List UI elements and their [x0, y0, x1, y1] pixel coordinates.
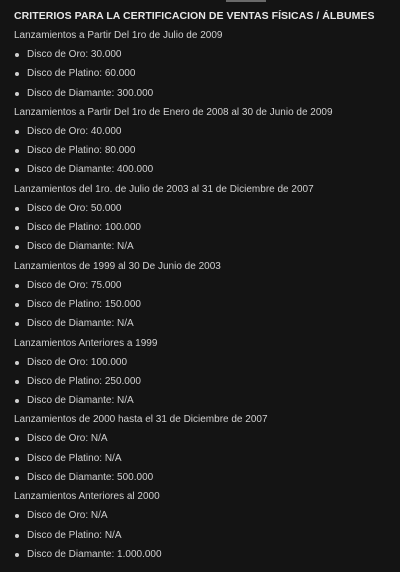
bullet-icon	[15, 380, 19, 384]
bullet-icon	[15, 457, 19, 461]
list-item	[14, 201, 394, 220]
bullet-icon	[15, 361, 19, 365]
bullet-icon	[15, 149, 19, 153]
list-item	[14, 393, 394, 412]
list-item	[14, 47, 394, 66]
list-item	[14, 355, 394, 374]
list-item	[14, 124, 394, 143]
list-item-text: Disco de Diamante: N/A	[27, 395, 134, 407]
list-item	[14, 278, 394, 297]
list-item-text: Disco de Platino: 150.000	[27, 298, 141, 310]
bullet-icon	[15, 322, 19, 326]
bullet-icon	[15, 72, 19, 76]
certification-list	[14, 508, 394, 566]
bullet-icon	[15, 514, 19, 518]
certification-list	[14, 47, 394, 105]
list-item	[14, 86, 394, 105]
section-heading: Lanzamientos a Partir Del 1ro de Julio de 2009	[14, 30, 223, 41]
list-item	[14, 374, 394, 393]
certification-list	[14, 201, 394, 259]
bullet-icon	[15, 534, 19, 538]
list-item-text: Disco de Oro: N/A	[27, 433, 108, 445]
cropped-text-fragment	[226, 0, 266, 3]
bullet-icon	[15, 53, 19, 57]
list-item-text: Disco de Diamante: N/A	[27, 241, 134, 253]
certification-list	[14, 124, 394, 182]
list-item-text: Disco de Diamante: 300.000	[27, 87, 154, 99]
bullet-icon	[15, 207, 19, 211]
list-item-text: Disco de Oro: 40.000	[27, 125, 122, 137]
list-item	[14, 143, 394, 162]
list-item	[14, 508, 394, 527]
list-item	[14, 451, 394, 470]
bullet-icon	[15, 437, 19, 441]
list-item-text: Disco de Platino: N/A	[27, 529, 122, 541]
list-item-text: Disco de Diamante: N/A	[27, 318, 134, 330]
bullet-icon	[15, 476, 19, 480]
list-item	[14, 66, 394, 85]
section-heading: Lanzamientos de 2000 hasta el 31 de Diciembre de 2007	[14, 414, 268, 426]
list-item-text: Disco de Oro: 75.000	[27, 279, 122, 291]
certification-criteria-list	[14, 28, 394, 566]
list-item	[14, 162, 394, 181]
bullet-icon	[15, 130, 19, 134]
list-item-text: Disco de Platino: 100.000	[27, 222, 141, 234]
bullet-icon	[15, 245, 19, 249]
list-item-text: Disco de Oro: 50.000	[27, 202, 122, 214]
section-heading: Lanzamientos a Partir Del 1ro de Enero de 2008 al 30 de Junio de 2009	[14, 106, 333, 118]
list-item	[14, 470, 394, 489]
list-item-text: Disco de Platino: 80.000	[27, 145, 136, 157]
section-heading: Lanzamientos Anteriores a 1999	[14, 337, 158, 349]
bullet-icon	[15, 399, 19, 403]
list-item-text: Disco de Oro: 30.000	[27, 49, 122, 60]
list-item	[14, 297, 394, 316]
bullet-icon	[15, 553, 19, 557]
bullet-icon	[15, 92, 19, 96]
list-item-text: Disco de Diamante: 1.000.000	[27, 548, 162, 560]
list-item	[14, 239, 394, 258]
list-item-text: Disco de Oro: N/A	[27, 510, 108, 522]
certification-list	[14, 355, 394, 413]
list-item	[14, 316, 394, 335]
list-item	[14, 547, 394, 566]
bullet-icon	[15, 284, 19, 288]
certification-list	[14, 278, 394, 336]
section-heading: Lanzamientos de 1999 al 30 De Junio de 2003	[14, 260, 221, 272]
bullet-icon	[15, 303, 19, 307]
page-title: CRITERIOS PARA LA CERTIFICACION DE VENTAS FÍSICAS / ÁLBUMES	[14, 10, 375, 22]
section-heading: Lanzamientos Anteriores al 2000	[14, 491, 160, 503]
list-item	[14, 220, 394, 239]
list-item-text: Disco de Platino: 250.000	[27, 375, 141, 387]
certification-list	[14, 431, 394, 489]
list-item-text: Disco de Platino: N/A	[27, 452, 122, 464]
list-item	[14, 528, 394, 547]
list-item-text: Disco de Oro: 100.000	[27, 356, 128, 368]
bullet-icon	[15, 226, 19, 230]
section-heading: Lanzamientos del 1ro. de Julio de 2003 al 31 de Diciembre de 2007	[14, 183, 314, 195]
list-item-text: Disco de Platino: 60.000	[27, 68, 136, 80]
list-item-text: Disco de Diamante: 400.000	[27, 164, 154, 176]
list-item-text: Disco de Diamante: 500.000	[27, 472, 154, 484]
list-item	[14, 431, 394, 450]
bullet-icon	[15, 168, 19, 172]
